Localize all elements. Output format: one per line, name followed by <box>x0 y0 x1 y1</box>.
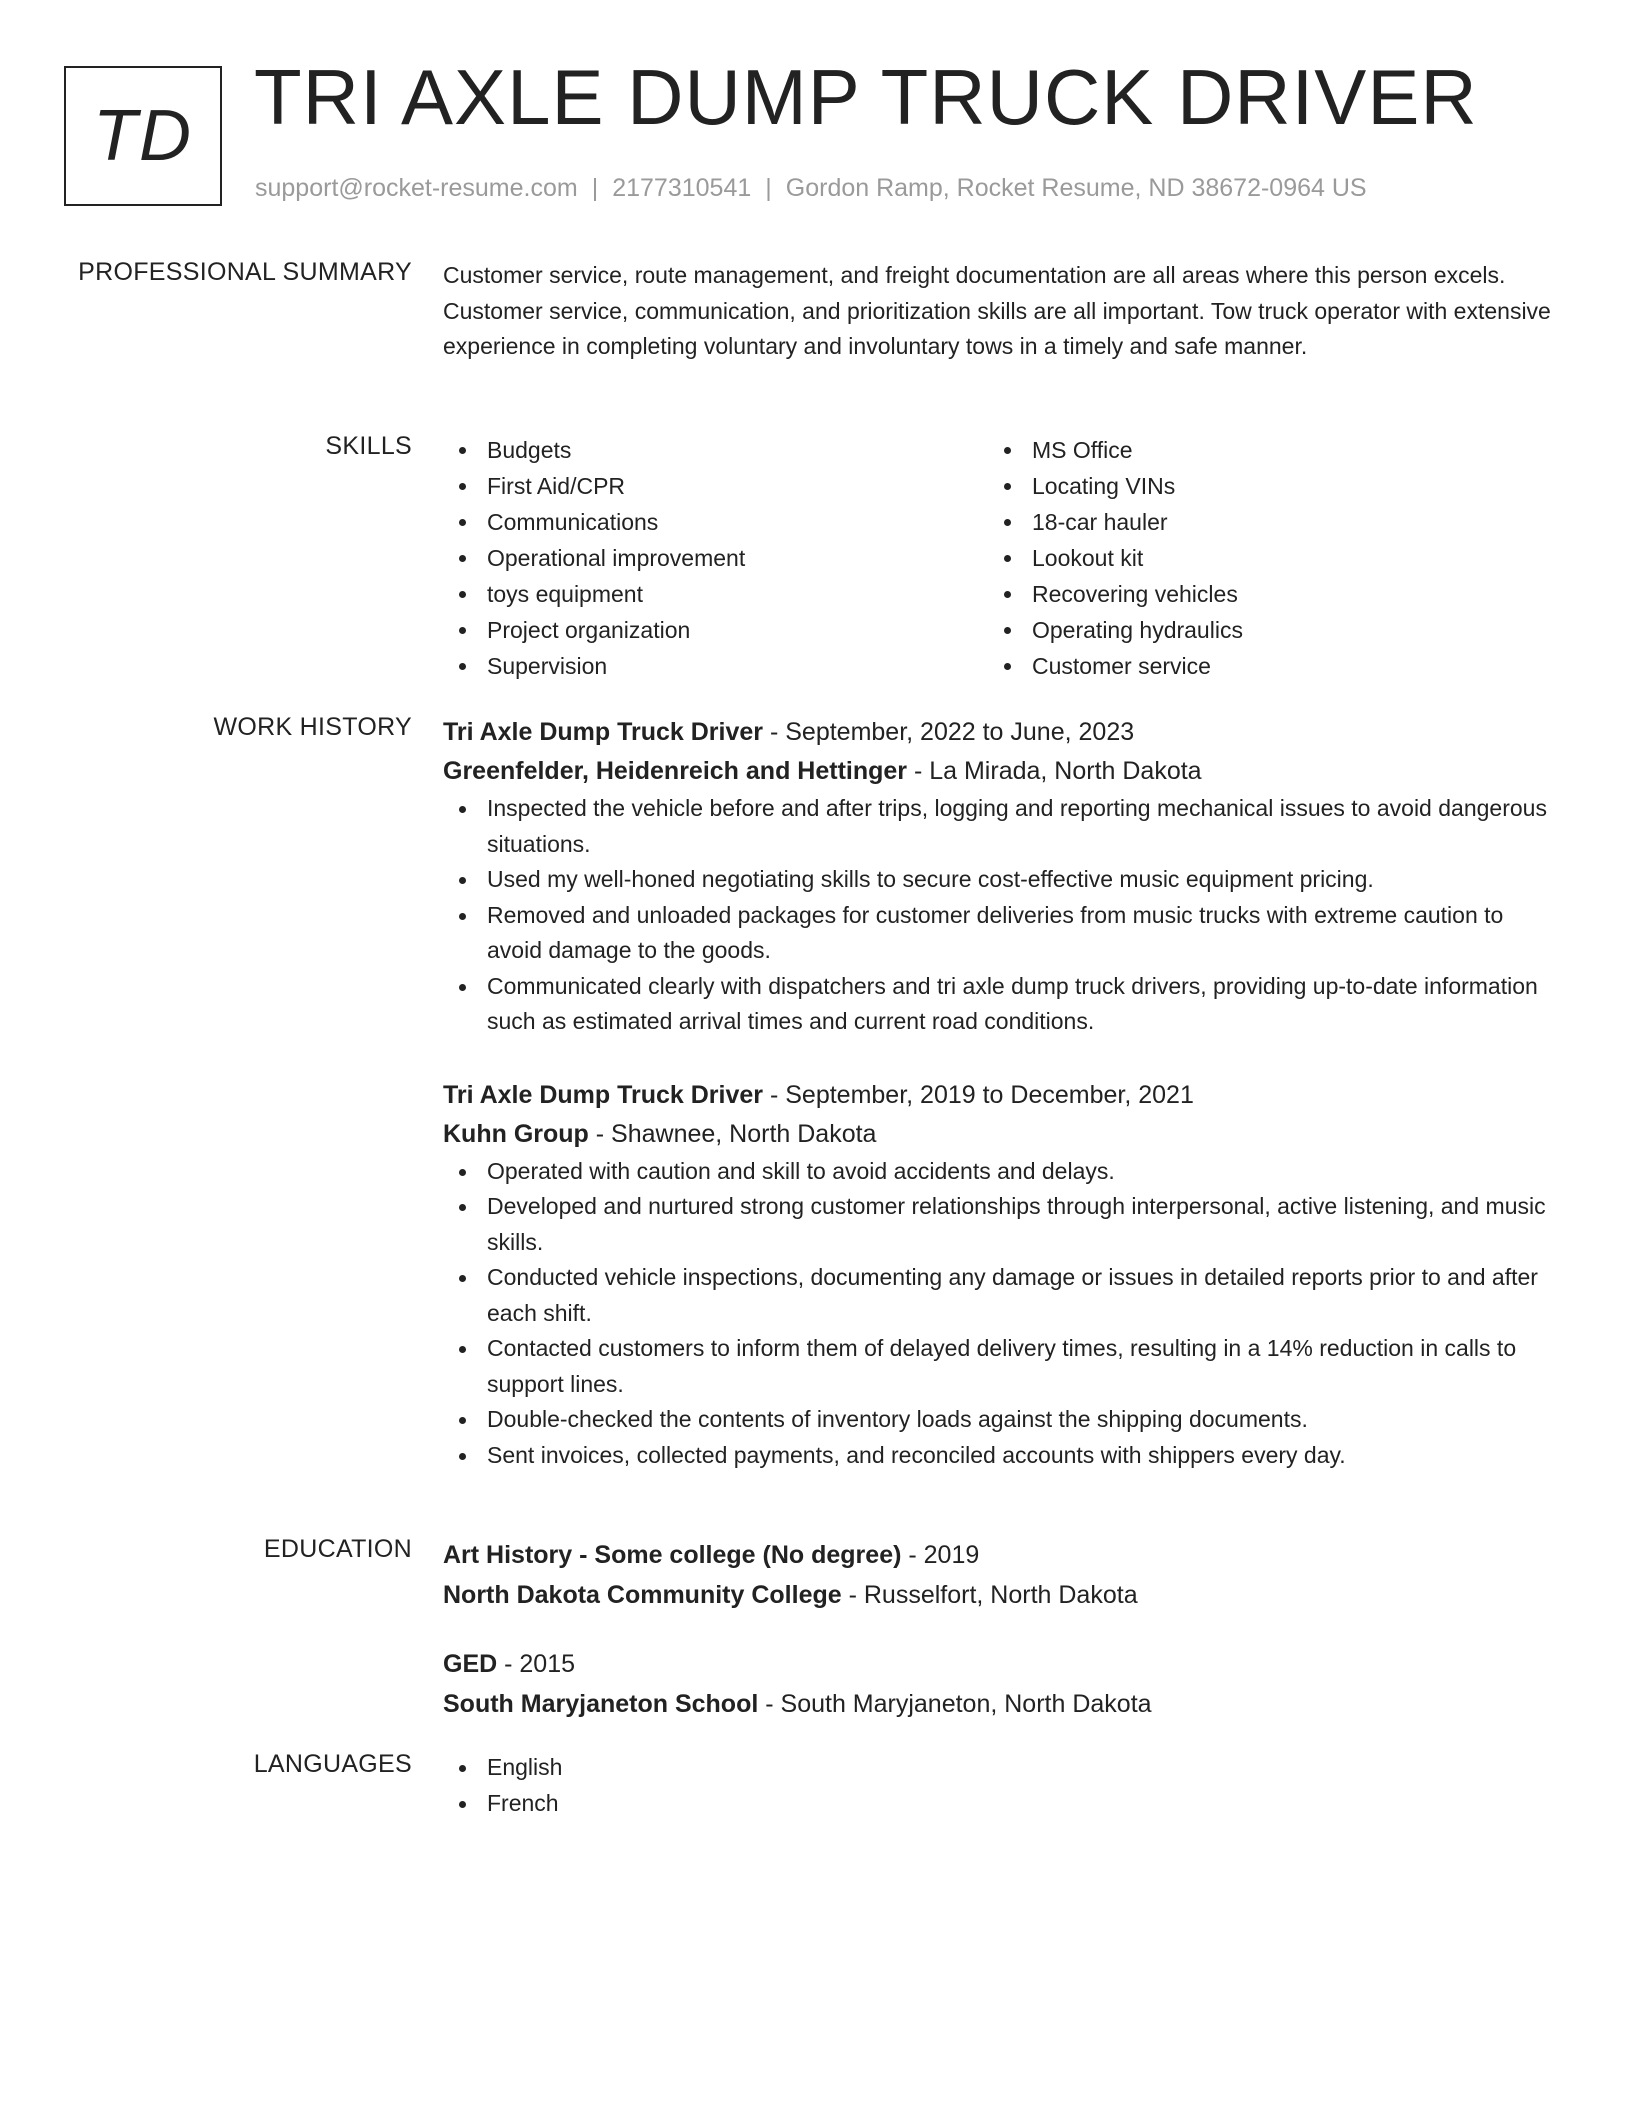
skill-item: Supervision <box>443 648 988 684</box>
section-label-skills: SKILLS <box>325 432 412 460</box>
job-location: - La Mirada, North Dakota <box>907 757 1202 785</box>
skill-item: Budgets <box>443 432 988 468</box>
job-bullet: Contacted customers to inform them of delayed delivery times, resulting in a 14% reduction in calls to support lines. <box>443 1331 1553 1402</box>
job-bullet: Sent invoices, collected payments, and reconciled accounts with shippers every day. <box>443 1438 1553 1474</box>
education-school: South Maryjaneton School <box>443 1690 759 1718</box>
education-degree: GED <box>443 1650 498 1678</box>
education-year: - 2015 <box>497 1650 576 1678</box>
skill-item: First Aid/CPR <box>443 468 988 504</box>
education-degree-line <box>443 1644 1553 1684</box>
education-entry <box>443 1644 1553 1724</box>
contact-line <box>255 174 1367 203</box>
job-bullet: Used my well-honed negotiating skills to secure cost-effective music equipment pricing. <box>443 862 1553 898</box>
skill-item: Communications <box>443 504 988 540</box>
job-title-line <box>443 713 1553 752</box>
job-bullet: Inspected the vehicle before and after trips, logging and reporting mechanical issues to avoid dangerous situations. <box>443 791 1553 862</box>
skill-item: Customer service <box>988 648 1533 684</box>
job-employer-line <box>443 752 1553 791</box>
education-entry <box>443 1535 1553 1615</box>
education-location: - South Maryjaneton, North Dakota <box>758 1690 1152 1718</box>
job-employer: Kuhn Group <box>443 1119 589 1148</box>
section-label-summary: PROFESSIONAL SUMMARY <box>78 258 412 286</box>
job-bullet: Removed and unloaded packages for customer deliveries from music trucks with extreme caution to avoid damage to the goods. <box>443 898 1553 969</box>
job-bullet: Communicated clearly with dispatchers and tri axle dump truck drivers, providing up-to-date information such as estimated arrival times and current road conditions. <box>443 969 1553 1040</box>
education-degree-line <box>443 1535 1553 1575</box>
education-location: - Russelfort, North Dakota <box>841 1581 1138 1609</box>
skill-item: 18-car hauler <box>988 504 1533 540</box>
monogram-initials: TD <box>93 96 193 176</box>
skill-item: Operational improvement <box>443 540 988 576</box>
contact-address: Gordon Ramp, Rocket Resume, ND 38672-0964 US <box>785 174 1367 202</box>
job-employer: Greenfelder, Heidenreich and Hettinger <box>443 757 908 785</box>
skill-item: Lookout kit <box>988 540 1533 576</box>
skill-item: Recovering vehicles <box>988 576 1533 612</box>
section-label-work-history: WORK HISTORY <box>213 713 412 741</box>
job-dates: - September, 2019 to December, 2021 <box>763 1080 1194 1109</box>
job-location: - Shawnee, North Dakota <box>588 1119 877 1148</box>
skill-item: toys equipment <box>443 576 988 612</box>
job-bullet: Developed and nurtured strong customer relationships through interpersonal, active listening, and music skills. <box>443 1189 1553 1260</box>
education-school-line <box>443 1684 1553 1724</box>
job-entry <box>443 1076 1553 1474</box>
section-label-education: EDUCATION <box>263 1535 412 1563</box>
job-bullet: Conducted vehicle inspections, documenting any damage or issues in detailed reports prior to and after each shift. <box>443 1260 1553 1331</box>
job-title: Tri Axle Dump Truck Driver <box>443 1080 764 1109</box>
summary-text: Customer service, route management, and freight documentation are all areas where this person excels. Customer service, communication, and prioritization skills are all important. Tow truck operator with extensive experience in completing voluntary and involuntary tows in a timely and safe manner. <box>443 262 1551 359</box>
job-entry <box>443 713 1553 1040</box>
job-title-line <box>443 1076 1553 1115</box>
skill-item: MS Office <box>988 432 1533 468</box>
job-title: Tri Axle Dump Truck Driver <box>443 718 764 746</box>
contact-separator: | <box>765 174 772 202</box>
job-dates: - September, 2022 to June, 2023 <box>763 718 1135 746</box>
skills-column-right <box>988 432 1533 684</box>
job-bullet-list <box>443 1154 1553 1474</box>
skills-column-left <box>443 432 988 684</box>
skill-item: Operating hydraulics <box>988 612 1533 648</box>
contact-separator: | <box>591 174 599 202</box>
skill-item: Locating VINs <box>988 468 1533 504</box>
education-year: - 2019 <box>901 1541 980 1569</box>
section-label-languages: LANGUAGES <box>253 1750 412 1778</box>
skill-item: Project organization <box>443 612 988 648</box>
education-school-line <box>443 1575 1553 1615</box>
job-bullet: Operated with caution and skill to avoid accidents and delays. <box>443 1154 1553 1190</box>
education-school: North Dakota Community College <box>443 1581 842 1609</box>
job-bullet-list <box>443 791 1553 1040</box>
monogram-box <box>64 66 222 206</box>
language-item: English <box>443 1750 1553 1786</box>
job-employer-line <box>443 1115 1553 1154</box>
languages-list <box>443 1750 1553 1821</box>
education-degree: Art History - Some college (No degree) <box>443 1541 902 1569</box>
candidate-title: TRI AXLE DUMP TRUCK DRIVER <box>254 53 1478 141</box>
job-bullet: Double-checked the contents of inventory loads against the shipping documents. <box>443 1402 1553 1438</box>
contact-email: support@rocket-resume.com <box>255 174 578 202</box>
language-item: French <box>443 1786 1553 1822</box>
contact-phone: 2177310541 <box>612 174 752 202</box>
